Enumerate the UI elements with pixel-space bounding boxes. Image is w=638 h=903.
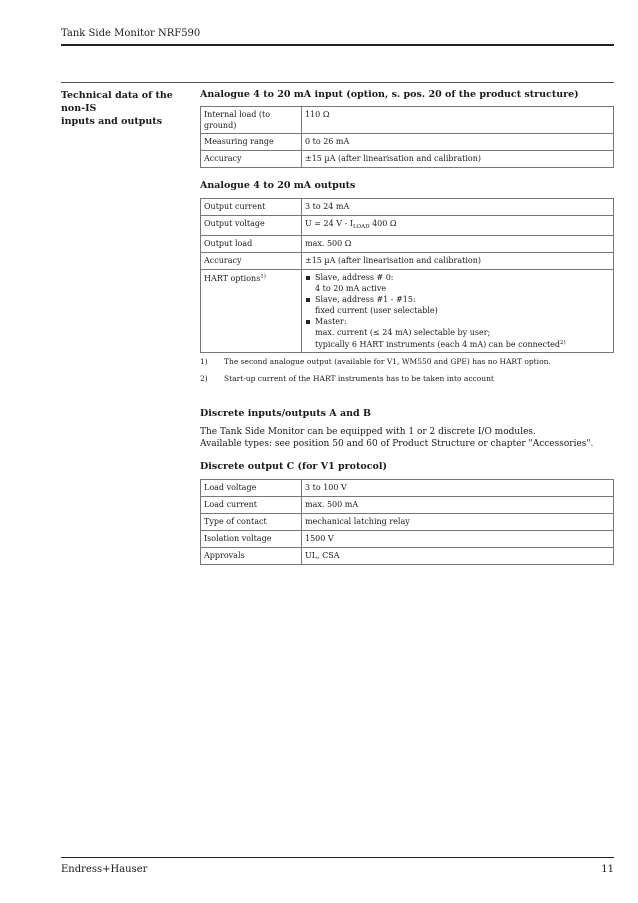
table-key: Approvals bbox=[201, 548, 302, 565]
table-value: UL, CSA bbox=[302, 548, 614, 565]
table-key: Load voltage bbox=[201, 480, 302, 497]
table-value bbox=[302, 216, 614, 236]
side-label-line-2: inputs and outputs bbox=[61, 116, 163, 127]
discrete-io-text-1: The Tank Side Monitor can be equipped with 1 or 2 discrete I/O modules. bbox=[200, 427, 536, 437]
table-value: 0 to 26 mA bbox=[302, 134, 614, 151]
table-row bbox=[201, 497, 614, 514]
hart-options-label: HART options bbox=[204, 274, 261, 283]
table-row bbox=[201, 253, 614, 270]
table-key: Isolation voltage bbox=[201, 531, 302, 548]
table-key: Load current bbox=[201, 497, 302, 514]
table-value: ±15 µA (after linearisation and calibration) bbox=[302, 151, 614, 168]
table-row bbox=[201, 548, 614, 565]
table-key: Measuring range bbox=[201, 134, 302, 151]
table-row bbox=[201, 514, 614, 531]
table-row bbox=[201, 480, 614, 497]
discrete-output-c-heading: Discrete output C (for V1 protocol) bbox=[200, 461, 387, 472]
list-item-line: 4 to 20 mA active bbox=[315, 284, 387, 293]
table-value: mechanical latching relay bbox=[302, 514, 614, 531]
list-item-text: typically 6 HART instruments (each 4 mA) can be connected bbox=[315, 340, 561, 349]
list-item-line: Master: bbox=[315, 317, 347, 326]
discrete-io-section bbox=[200, 408, 614, 450]
discrete-io-heading: Discrete inputs/outputs A and B bbox=[200, 408, 371, 419]
table-key: Output voltage bbox=[201, 216, 302, 236]
analogue-input-heading: Analogue 4 to 20 mA input (option, s. pos. 20 of the product structure) bbox=[200, 89, 579, 100]
footnote-1 bbox=[200, 357, 551, 366]
table-value: ±15 µA (after linearisation and calibration) bbox=[302, 253, 614, 270]
analogue-outputs-section bbox=[200, 180, 614, 353]
side-label-line-1: Technical data of the non-IS bbox=[61, 90, 173, 114]
table-row bbox=[201, 216, 614, 236]
table-value: max. 500 Ω bbox=[302, 236, 614, 253]
footnote-number: 1) bbox=[200, 357, 208, 366]
table-key: Internal load (to ground) bbox=[201, 107, 302, 134]
discrete-output-c-table bbox=[200, 479, 614, 565]
table-row bbox=[201, 107, 614, 134]
analogue-input-table bbox=[200, 106, 614, 168]
table-key bbox=[201, 270, 302, 353]
section-rule bbox=[61, 82, 614, 83]
table-row bbox=[201, 199, 614, 216]
list-item bbox=[305, 272, 610, 294]
table-key: Accuracy bbox=[201, 151, 302, 168]
page-header-title: Tank Side Monitor NRF590 bbox=[61, 28, 201, 39]
list-item bbox=[305, 294, 610, 316]
table-row bbox=[201, 236, 614, 253]
output-voltage-suffix: 400 Ω bbox=[369, 219, 397, 228]
discrete-output-c-section bbox=[200, 461, 614, 565]
analogue-outputs-table bbox=[200, 198, 614, 353]
footnote-number: 2) bbox=[200, 374, 208, 383]
footer-brand: Endress+Hauser bbox=[61, 864, 148, 875]
table-key: Accuracy bbox=[201, 253, 302, 270]
hart-options-list bbox=[305, 272, 610, 350]
table-row bbox=[201, 151, 614, 168]
table-value: 3 to 100 V bbox=[302, 480, 614, 497]
footer-rule bbox=[61, 857, 614, 858]
analogue-input-section bbox=[200, 89, 614, 168]
table-key: Type of contact bbox=[201, 514, 302, 531]
footnote-ref-2: 2) bbox=[560, 340, 566, 346]
discrete-io-text-2: Available types: see position 50 and 60 of Product Structure or chapter "Accessories". bbox=[200, 439, 594, 449]
table-value bbox=[302, 270, 614, 353]
table-key: Output current bbox=[201, 199, 302, 216]
output-voltage-formula: U = 24 V - I bbox=[305, 219, 353, 228]
table-key: Output load bbox=[201, 236, 302, 253]
table-value: 1500 V bbox=[302, 531, 614, 548]
footnote-text: Start-up current of the HART instruments has to be taken into account bbox=[224, 374, 494, 383]
section-side-label bbox=[61, 89, 191, 128]
list-item-line: fixed current (user selectable) bbox=[315, 306, 438, 315]
list-item bbox=[305, 316, 610, 350]
list-item-line: Slave, address #1 - #15: bbox=[315, 295, 416, 304]
table-value: 110 Ω bbox=[302, 107, 614, 134]
table-row bbox=[201, 270, 614, 353]
footnote-2 bbox=[200, 374, 494, 383]
table-value: 3 to 24 mA bbox=[302, 199, 614, 216]
list-item-line: Slave, address # 0: bbox=[315, 273, 394, 282]
page-number: 11 bbox=[601, 864, 614, 875]
analogue-outputs-heading: Analogue 4 to 20 mA outputs bbox=[200, 180, 356, 191]
load-subscript: LOAD bbox=[352, 224, 370, 230]
footnote-text: The second analogue output (available for V1, WM550 and GPE) has no HART option. bbox=[224, 357, 551, 366]
table-row bbox=[201, 531, 614, 548]
table-value: max. 500 mA bbox=[302, 497, 614, 514]
table-row bbox=[201, 134, 614, 151]
footnote-ref-1: 1) bbox=[260, 274, 266, 280]
list-item-line: max. current (≤ 24 mA) selectable by user; bbox=[315, 328, 491, 337]
list-item-line bbox=[315, 338, 610, 350]
header-rule bbox=[61, 44, 614, 46]
